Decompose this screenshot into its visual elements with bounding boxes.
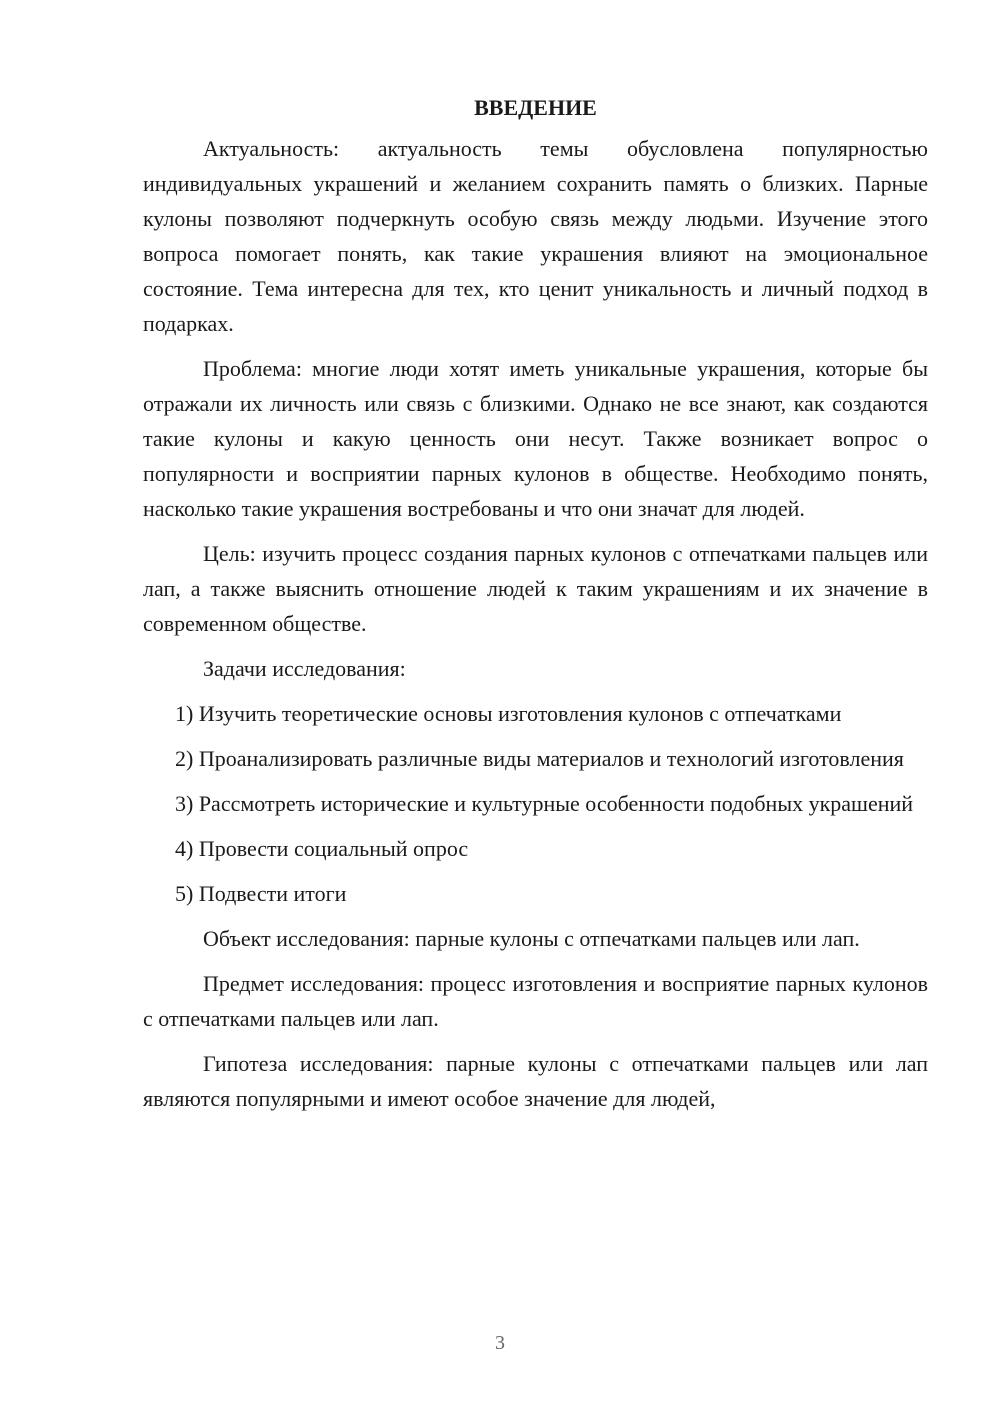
paragraph-problem: Проблема: многие люди хотят иметь уникальные украшения, которые бы отражали их личность или связь с близкими. Однако не все знают, как создаются такие кулоны и какую ценность они несут. Также возникает вопрос о популярности и восприятии парных кулонов в обществе. Необходимо понять, насколько такие украшения востребованы и что они значат для людей. <box>143 356 928 521</box>
page-number: 3 <box>495 1332 505 1354</box>
paragraph-subject: Предмет исследования: процесс изготовления и восприятие парных кулонов с отпечатками пальцев или лап. <box>143 971 928 1031</box>
task-item: 1) Изучить теоретические основы изготовления кулонов с отпечатками <box>175 701 842 726</box>
task-item: 4) Провести социальный опрос <box>175 836 469 861</box>
tasks-title: Задачи исследования: <box>203 656 406 681</box>
paragraph-relevance: Актуальность: актуальность темы обусловлена популярностью индивидуальных украшений и желанием сохранить память о близких. Парные кулоны позволяют подчеркнуть особую связь между людьми. Изучение этого вопроса помогает понять, как такие украшения влияют на эмоциональное состояние. Тема интересна для тех, кто ценит уникальность и личный подход в подарках. <box>143 136 928 336</box>
section-heading: ВВЕДЕНИЕ <box>474 95 597 120</box>
page-content <box>143 90 928 1126</box>
paragraph-hypothesis: Гипотеза исследования: парные кулоны с отпечатками пальцев или лап являются популярными и имеют особое значение для людей, <box>143 1051 928 1111</box>
paragraph-object: Объект исследования: парные кулоны с отпечатками пальцев или лап. <box>203 926 860 951</box>
task-item: 2) Проанализировать различные виды материалов и технологий изготовления <box>175 746 904 771</box>
task-item: 5) Подвести итоги <box>175 881 347 906</box>
paragraph-goal: Цель: изучить процесс создания парных кулонов с отпечатками пальцев или лап, а также выяснить отношение людей к таким украшениям и их значение в современном обществе. <box>143 541 928 636</box>
task-item: 3) Рассмотреть исторические и культурные особенности подобных украшений <box>175 791 914 816</box>
